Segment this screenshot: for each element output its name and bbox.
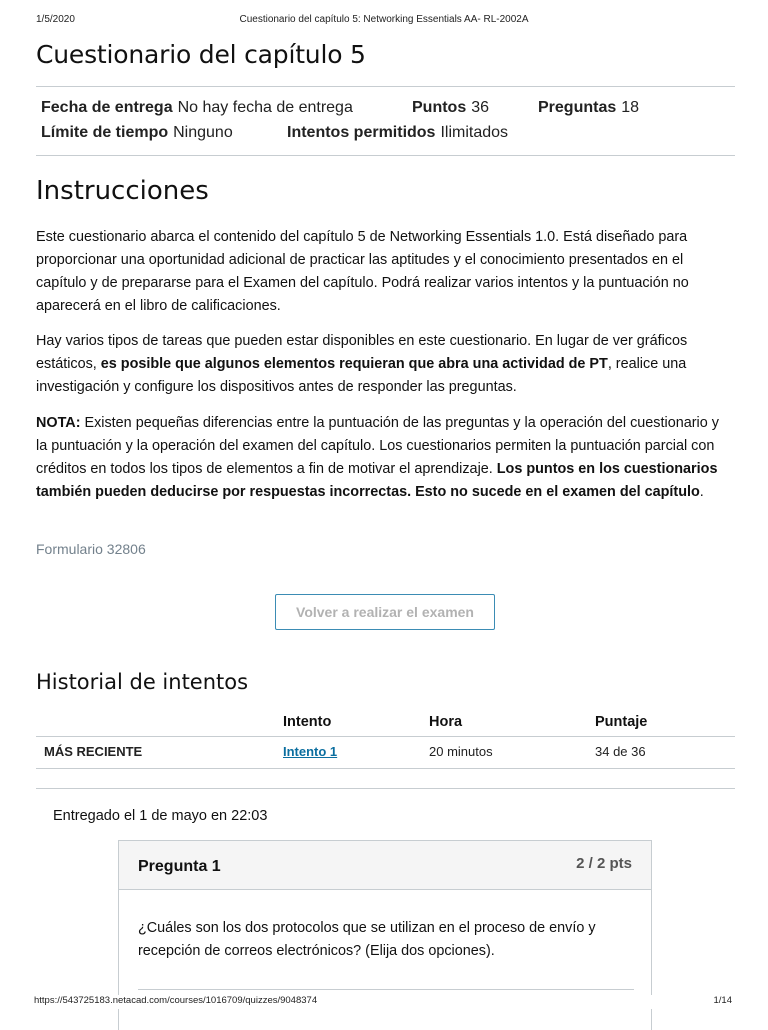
question-title: Pregunta 1: [138, 858, 221, 875]
page-number: 1/14: [713, 995, 732, 1006]
paragraph-2-text-a: Hay varios tipos de tareas que pueden estar disponibles en este cuestionario. En lugar de ver gráficos estáticos,: [36, 333, 688, 372]
time-limit-label: Límite de tiempo: [41, 124, 169, 141]
attempt-1-link[interactable]: Intento 1: [283, 744, 338, 759]
points-label: Puntos: [412, 99, 467, 116]
retake-quiz-button[interactable]: Volver a realizar el examen: [275, 594, 495, 630]
table-row: [36, 737, 735, 769]
header-time: Hora: [429, 714, 463, 730]
print-url: https://543725183.netacad.com/courses/1016709/quizzes/9048374: [34, 995, 318, 1006]
question-divider: [138, 989, 634, 990]
instructions-paragraph-1: Este cuestionario abarca el contenido del capítulo 5 de Networking Essentials 1.0. Está diseñado para proporcionar una oportunidad adicional de practicar las aptitudes y el conocimiento presentados en el capítulo y de prepararse para el Examen del capítulo. Podrá realizar varios intentos y la puntuación no aparecerá en el libro de calificaciones.: [36, 229, 689, 314]
attempt-history-table: [36, 707, 735, 769]
instructions-title: Instrucciones: [36, 176, 209, 206]
points: [412, 99, 489, 117]
points-value: 36: [471, 99, 490, 116]
question-points: 2 / 2 pts: [576, 855, 632, 872]
print-date: 1/5/2020: [36, 14, 75, 25]
submitted-date: Entregado el 1 de mayo en 22:03: [53, 808, 268, 824]
paragraph-2-bold: es posible que algunos elementos requieran que abra una actividad de PT: [100, 356, 608, 372]
instructions-paragraph-2: [36, 330, 730, 399]
questions-label: Preguntas: [538, 99, 617, 116]
allowed-attempts: [287, 124, 508, 142]
form-id: Formulario 32806: [36, 541, 146, 557]
header-attempt: Intento: [283, 714, 332, 730]
questions-value: 18: [621, 99, 640, 116]
print-document-title: Cuestionario del capítulo 5: Networking Essentials AA- RL-2002A: [239, 14, 529, 25]
most-recent-tag: MÁS RECIENTE: [44, 744, 143, 759]
instructions-note: [36, 412, 730, 504]
note-label: NOTA:: [36, 415, 81, 431]
attempt-history-title: Historial de intentos: [36, 670, 249, 694]
time-limit-value: Ninguno: [173, 124, 233, 141]
question-header: [119, 841, 651, 890]
due-date-label: Fecha de entrega: [41, 99, 173, 116]
attempt-score: 34 de 36: [595, 744, 646, 759]
time-limit: [41, 124, 233, 142]
allowed-attempts-label: Intentos permitidos: [287, 124, 436, 141]
quiz-details: [36, 86, 735, 156]
divider: [36, 788, 735, 789]
page-title: Cuestionario del capítulo 5: [36, 40, 366, 69]
question-text: ¿Cuáles son los dos protocolos que se utilizan en el proceso de envío y recepción de correos electrónicos? (Elija dos opciones).: [138, 920, 596, 959]
questions-count: [538, 99, 639, 117]
table-header-row: [36, 707, 735, 737]
note-bold: Los puntos en los cuestionarios también pueden deducirse por respuestas incorrectas. Esto no sucede en el examen del capítulo: [36, 461, 718, 500]
note-text-c: .: [699, 484, 704, 500]
print-footer: [36, 995, 732, 1009]
header-score: Puntaje: [595, 714, 648, 730]
paragraph-2-text-c: , realice una investigación y configure los dispositivos antes de responder las preguntas.: [36, 356, 687, 395]
attempt-time: 20 minutos: [429, 744, 493, 759]
allowed-attempts-value: Ilimitados: [440, 124, 509, 141]
note-text-a: Existen pequeñas diferencias entre la puntuación de las preguntas y la operación del cuestionario y la puntuación y la operación del examen del capítulo. Los cuestionarios permiten la puntuación parcial con créditos en todos los tipos de elementos a fin de motivar el aprendizaje.: [36, 415, 719, 477]
due-date-value: No hay fecha de entrega: [177, 99, 353, 116]
due-date: [41, 99, 353, 117]
